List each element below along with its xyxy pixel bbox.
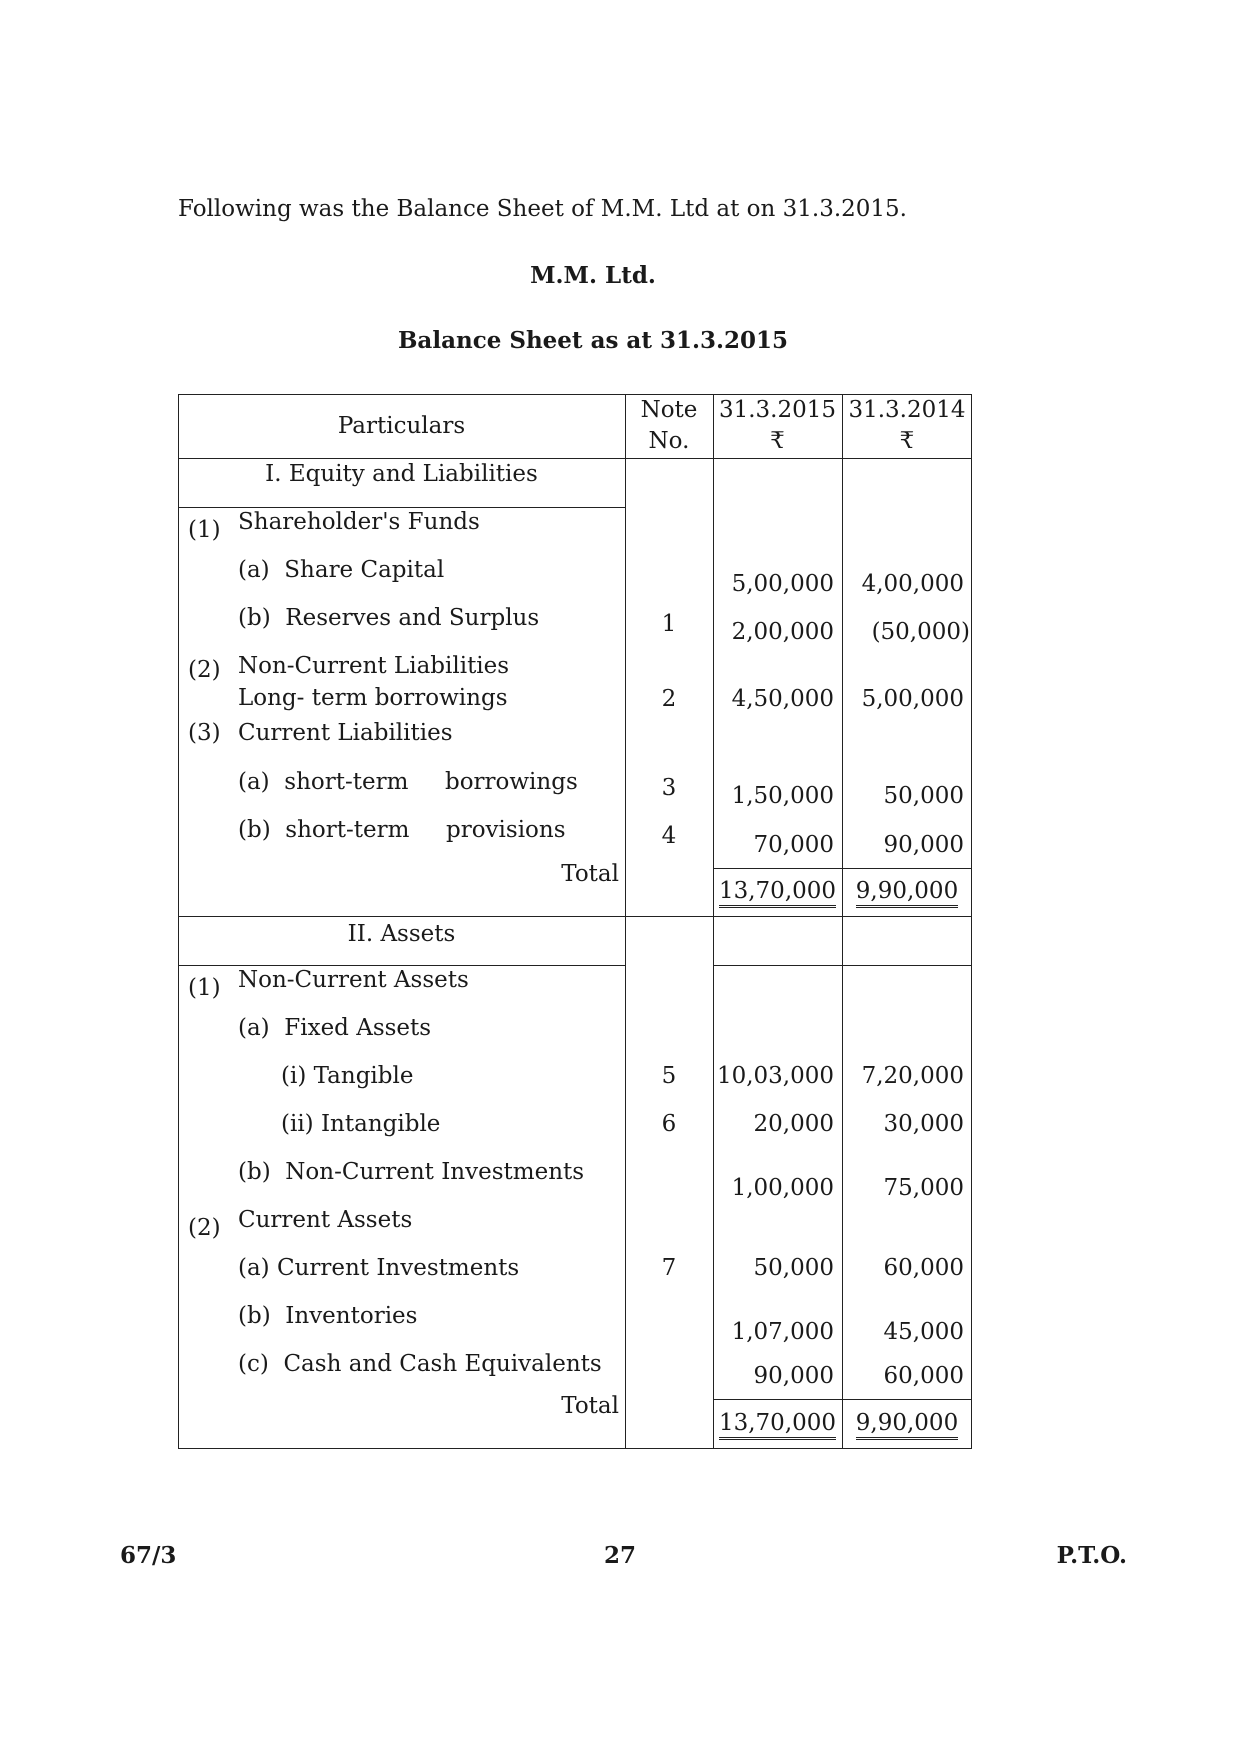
row-label: (b) short-term provisions [238,817,566,843]
header-rule [178,458,972,459]
row-label: Current Assets [238,1207,413,1233]
equity-heading: I. Equity and Liabilities [265,461,538,487]
value-2014: 7,20,000 [861,1063,964,1089]
value-2014: 60,000 [883,1255,964,1281]
footer-code: 67/3 [120,1542,177,1569]
value-2014: 4,00,000 [861,571,964,597]
row-label: (a) Share Capital [238,557,445,583]
note-number: 4 [661,823,677,849]
value-2014: 50,000 [883,783,964,809]
header-note-no: No. [648,428,690,454]
value-2015: 20,000 [753,1111,834,1137]
row-number: (3) [188,720,221,746]
row-label: (b) Inventories [238,1303,418,1329]
row-label: (a) Fixed Assets [238,1015,432,1041]
equity-total-2014: 9,90,000 [842,878,972,908]
note-number: 1 [661,611,677,637]
row-label: (ii) Intangible [281,1111,441,1137]
row-label: Non-Current Assets [238,967,469,993]
value-2015: 5,00,000 [731,571,834,597]
value-2015: 1,50,000 [731,783,834,809]
intro-text: Following was the Balance Sheet of M.M. Ltd at on 31.3.2015. [178,196,907,222]
col-divider-particulars [625,394,626,1449]
header-year-2015: 31.3.2015 [718,397,837,423]
value-2015: 90,000 [753,1363,834,1389]
row-label: Shareholder's Funds [238,509,480,535]
assets-subtotal-rule [713,1399,972,1400]
company-name: M.M. Ltd. [530,262,656,289]
row-number: (2) [188,1215,221,1241]
assets-total-label: Total [561,1393,619,1419]
row-label: Current Liabilities [238,720,453,746]
value-2015: 50,000 [753,1255,834,1281]
assets-total-2014: 9,90,000 [842,1410,972,1440]
row-label: (a) Current Investments [238,1255,520,1281]
value-2015: 4,50,000 [731,686,834,712]
note-number: 2 [661,686,677,712]
value-2015: 10,03,000 [716,1063,834,1089]
value-2015: 1,07,000 [731,1319,834,1345]
row-label: (a) short-term borrowings [238,769,578,795]
value-2015: 70,000 [753,832,834,858]
row-label: (c) Cash and Cash Equivalents [238,1351,602,1377]
equity-total-2015: 13,70,000 [713,878,842,908]
value-2014: 75,000 [883,1175,964,1201]
page-number: 27 [603,1542,636,1569]
row-label: Long- term borrowings [238,685,508,711]
row-number: (1) [188,975,221,1001]
row-label: (b) Non-Current Investments [238,1159,585,1185]
assets-heading-rule-right [713,965,972,966]
note-number: 6 [661,1111,677,1137]
value-2014: 60,000 [883,1363,964,1389]
value-2014: 30,000 [883,1111,964,1137]
balance-sheet-table [178,394,972,1449]
note-number: 7 [661,1255,677,1281]
note-number: 3 [661,775,677,801]
assets-total-2015: 13,70,000 [713,1410,842,1440]
value-2014: 45,000 [883,1319,964,1345]
row-label: Non-Current Liabilities [238,653,510,679]
value-2014: 5,00,000 [861,686,964,712]
header-note: Note [640,397,698,423]
section-divider [178,916,972,917]
header-currency-2015: ₹ [770,428,785,454]
assets-heading: II. Assets [347,921,456,947]
row-label: (b) Reserves and Surplus [238,605,540,631]
equity-subtotal-rule [713,868,972,869]
row-label: (i) Tangible [281,1063,414,1089]
equity-total-label: Total [561,861,619,887]
header-currency-2014: ₹ [899,428,915,454]
value-2014: (50,000) [871,619,970,645]
footer-pto: P.T.O. [1056,1542,1127,1569]
col-divider-note [713,394,714,1449]
header-particulars: Particulars [337,413,466,439]
row-number: (1) [188,517,221,543]
value-2014: 90,000 [883,832,964,858]
value-2015: 2,00,000 [731,619,834,645]
col-divider-year [842,394,843,1449]
note-number: 5 [661,1063,677,1089]
header-year-2014: 31.3.2014 [848,397,966,423]
sheet-title: Balance Sheet as at 31.3.2015 [397,327,788,354]
value-2015: 1,00,000 [731,1175,834,1201]
row-number: (2) [188,657,221,683]
